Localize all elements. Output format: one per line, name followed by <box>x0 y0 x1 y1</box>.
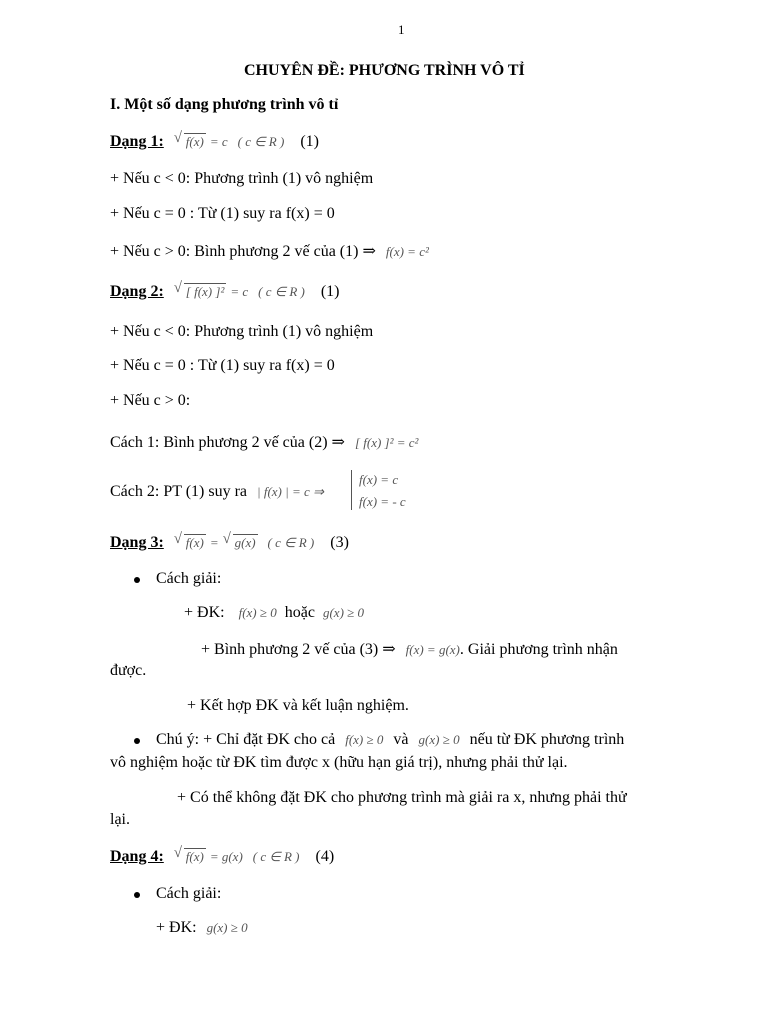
dang1-case-zero: + Nếu c = 0 : Từ (1) suy ra f(x) = 0 <box>110 205 335 222</box>
dang3-note-text-2: nếu từ ĐK phương trình <box>469 731 625 748</box>
dang4-label: Dạng 4: <box>110 848 164 865</box>
dang4-condition-math: g(x) ≥ 0 <box>206 920 248 935</box>
dang2-method2-math: | f(x) | = c ⇒ <box>257 484 324 499</box>
dang4-method-label: Cách giải: <box>156 885 222 902</box>
dang1-case-pos-text: + Nếu c > 0: Bình phương 2 vế của (1) ⇒ <box>110 243 376 260</box>
dang2-cases-bracket <box>351 470 352 510</box>
dang2-cond: ( c ∈ R ) <box>258 284 305 299</box>
document-title: CHUYÊN ĐỀ: PHƯƠNG TRÌNH VÔ TỈ <box>244 62 525 79</box>
dang3-square-step <box>201 639 618 659</box>
dang3-label: Dạng 3: <box>110 534 164 551</box>
dang3-square-text-2: . Giải phương trình nhận <box>459 641 618 658</box>
dang3-square-math: f(x) = g(x) <box>405 642 460 657</box>
sqrt-icon: √ f(x) <box>173 130 204 149</box>
dang1-case-pos-math: f(x) = c² <box>385 244 429 259</box>
dang3-method-label: Cách giải: <box>156 570 222 587</box>
dang2-method1-math: [ f(x) ]² = c² <box>354 435 419 450</box>
dang3-cond: ( c ∈ R ) <box>267 535 315 550</box>
dang2-case-neg: + Nếu c < 0: Phương trình (1) vô nghiệm <box>110 323 374 340</box>
dang2-method2-text: Cách 2: PT (1) suy ra <box>110 483 248 500</box>
dang2-label: Dạng 2: <box>110 283 164 300</box>
sqrt-icon: √ f(x) <box>173 845 204 864</box>
dang3-note-line2: vô nghiệm hoặc từ ĐK tìm được x (hữu hạn giá trị), nhưng phải thử lại. <box>110 754 568 771</box>
dang4-condition-label: + ĐK: <box>156 919 197 936</box>
bullet-icon <box>134 738 140 744</box>
dang3-note-text: Chú ý: + Chỉ đặt ĐK cho cả <box>156 731 336 748</box>
dang1-label: Dạng 1: <box>110 133 164 150</box>
dang3-condition <box>184 604 364 622</box>
dang3-note-a: f(x) ≥ 0 <box>345 732 384 747</box>
dang2-num: (1) <box>320 283 340 300</box>
section-heading: I. Một số dạng phương trình vô tỉ <box>110 96 339 113</box>
dang2-case-zero: + Nếu c = 0 : Từ (1) suy ra f(x) = 0 <box>110 357 335 374</box>
page-number: 1 <box>398 22 405 37</box>
dang3-square-cont: được. <box>110 662 147 679</box>
dang2-case2: f(x) = - c <box>359 494 406 509</box>
sqrt-icon: √ f(x) <box>173 531 204 550</box>
dang1-case-pos <box>110 241 429 261</box>
dang3-condition-b: g(x) ≥ 0 <box>322 605 365 620</box>
dang2-case-pos: + Nếu c > 0: <box>110 392 191 409</box>
bullet-icon <box>134 577 140 583</box>
dang2-case1: f(x) = c <box>359 472 399 487</box>
dang3-note-and: và <box>393 731 409 748</box>
dang2-line <box>110 280 340 301</box>
bracket-icon <box>351 470 352 510</box>
dang3-eq-mid: = <box>209 535 219 550</box>
sqrt-icon: √ g(x) <box>222 531 256 550</box>
dang3-condition-a: f(x) ≥ 0 <box>238 605 277 620</box>
dang1-cond: ( c ∈ R ) <box>237 134 285 149</box>
dang2-method2 <box>110 483 324 501</box>
dang4-num: (4) <box>315 848 335 865</box>
dang3-note-line3: + Có thể không đặt ĐK cho phương trình mà giải ra x, nhưng phải thử <box>177 789 627 806</box>
dang1-num: (1) <box>300 133 319 150</box>
dang2-method1-text: Cách 1: Bình phương 2 vế của (2) ⇒ <box>110 434 345 451</box>
dang4-cond: ( c ∈ R ) <box>252 849 300 864</box>
dang3-note-b: g(x) ≥ 0 <box>418 732 460 747</box>
dang4-rhs: = g(x) <box>209 849 243 864</box>
dang2-rhs: = c <box>230 284 249 299</box>
dang4-line <box>110 845 335 866</box>
dang3-condition-label: + ĐK: <box>184 604 225 621</box>
dang3-condition-or: hoặc <box>284 604 315 621</box>
sqrt-icon: √ [ f(x) ]² <box>173 280 225 299</box>
dang1-line <box>110 130 319 151</box>
dang3-note-line4: lại. <box>110 811 130 828</box>
dang1-case-neg: + Nếu c < 0: Phương trình (1) vô nghiệm <box>110 170 374 187</box>
dang3-line <box>110 531 349 552</box>
dang3-combine: + Kết hợp ĐK và kết luận nghiệm. <box>187 697 409 714</box>
dang3-note-line1 <box>156 731 624 749</box>
dang3-num: (3) <box>330 534 349 551</box>
dang1-rhs: = c <box>209 134 228 149</box>
bullet-icon <box>134 892 140 898</box>
dang4-condition <box>156 919 248 937</box>
dang3-square-text: + Bình phương 2 vế của (3) ⇒ <box>201 641 396 658</box>
dang2-method1 <box>110 432 418 452</box>
